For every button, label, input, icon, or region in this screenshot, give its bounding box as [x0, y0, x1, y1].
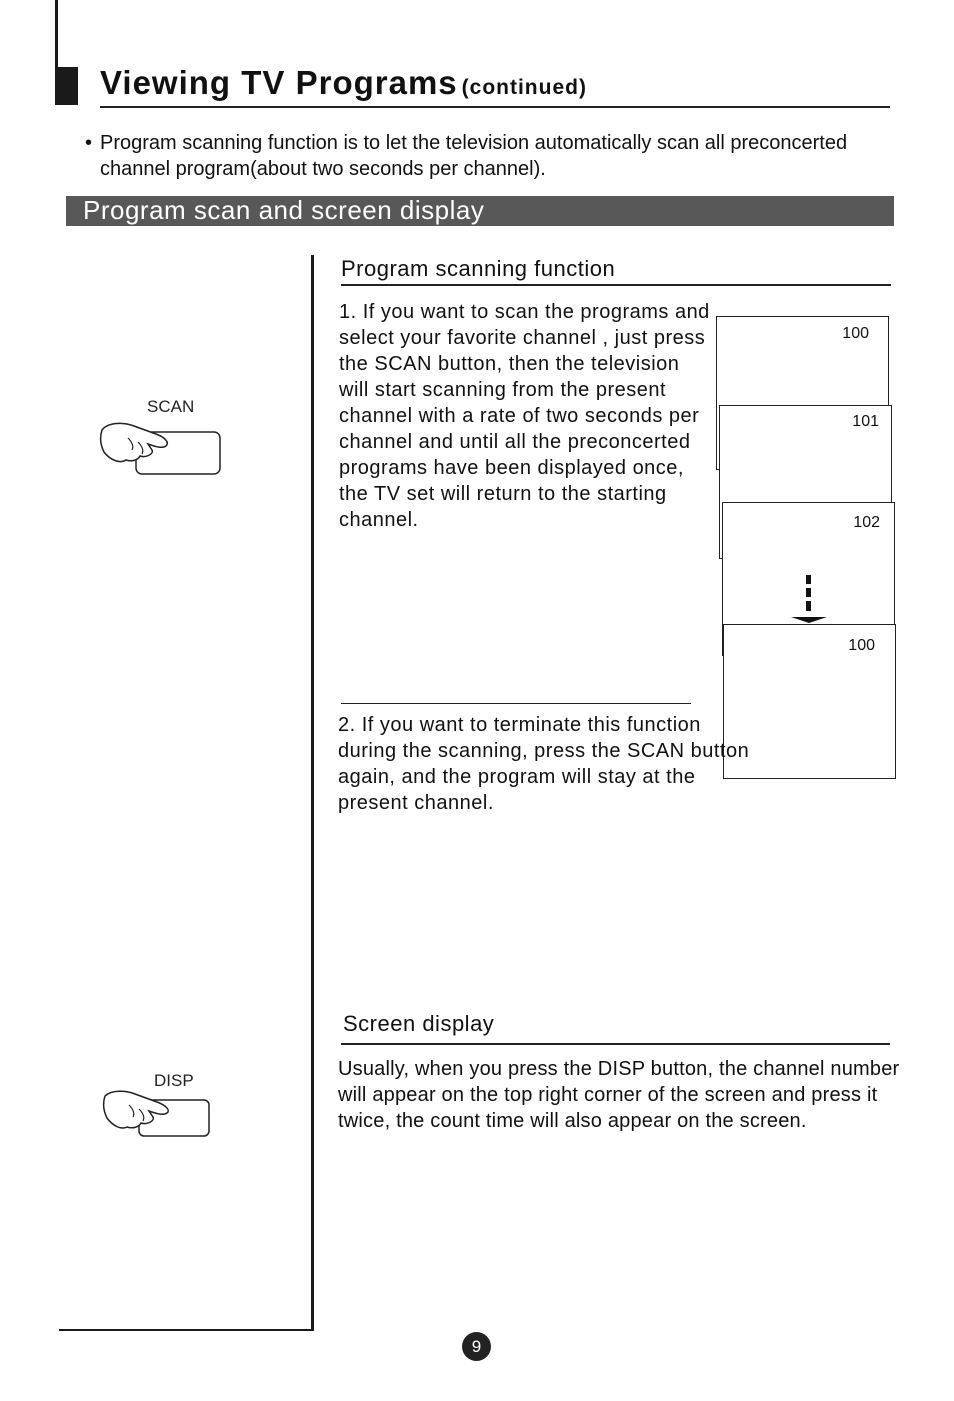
bottom-left-rule — [59, 1329, 314, 1331]
title-underline — [100, 106, 890, 108]
section-header-band — [66, 196, 894, 226]
scan-button-label: SCAN — [147, 397, 195, 416]
intro-paragraph — [85, 130, 865, 182]
page-title — [100, 64, 587, 102]
intro-text: Program scanning function is to let the television automatically scan all preconcerted channel program(about two seconds per channel). — [100, 132, 848, 180]
display-heading: Screen display — [343, 1011, 495, 1036]
channel-number: 100 — [848, 637, 875, 654]
hand-press-disp-icon — [101, 1088, 213, 1140]
step-divider — [341, 703, 691, 704]
scan-step-2: 2. If you want to terminate this function during the scanning, press the SCAN button again, and the program will stay at the present channel. — [338, 714, 750, 814]
hand-press-scan-icon — [98, 420, 224, 478]
title-accent-block — [55, 67, 78, 105]
channel-number: 102 — [853, 514, 880, 531]
display-text: Usually, when you press the DISP button, the channel number will appear on the top right corner of the screen and press it twice, the count time will also appear on the screen. — [338, 1058, 900, 1132]
page-number: 9 — [462, 1332, 491, 1361]
scan-step-1: 1. If you want to scan the programs and select your favorite channel , just press the SCAN button, then the television will start scanning from the present channel with a rate of two seconds per channel and until all the preconcerted programs have been displayed once, the TV set will return to the starting channel. — [339, 301, 710, 531]
title-suffix: (continued) — [461, 76, 587, 99]
title-main: Viewing TV Programs — [100, 64, 458, 101]
arrow-down-icon — [789, 573, 829, 623]
section-title: Program scan and screen display — [83, 195, 485, 225]
channel-number: 101 — [852, 413, 879, 430]
scan-heading: Program scanning function — [341, 256, 616, 281]
bullet-icon: • — [85, 132, 93, 154]
scan-heading-rule — [341, 284, 891, 286]
column-divider — [311, 255, 314, 1331]
disp-button-label: DISP — [154, 1071, 194, 1090]
channel-number: 100 — [842, 325, 869, 342]
display-heading-rule — [341, 1043, 890, 1045]
